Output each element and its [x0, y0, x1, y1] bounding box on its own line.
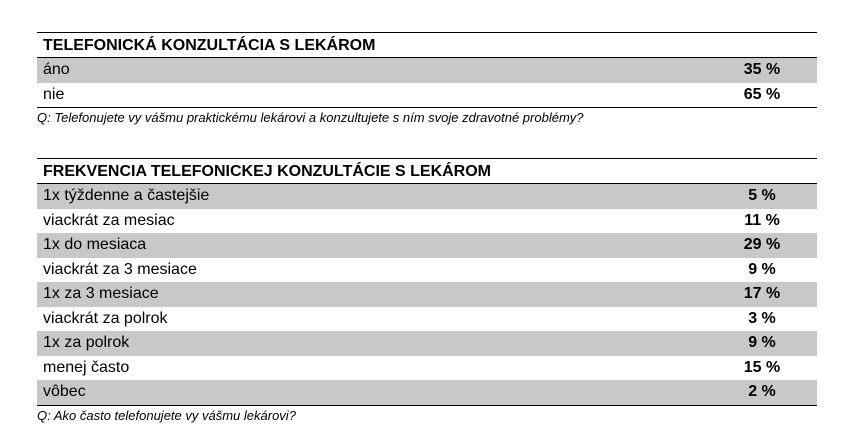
row-value: 29 % [743, 236, 781, 253]
row-label: viackrát za polrok [43, 309, 168, 327]
table-row [37, 58, 817, 83]
row-value: 35 % [743, 61, 781, 78]
table-row [37, 233, 817, 258]
frequency-question: Q: Ako často telefonujete vy vášmu lekárovi? [37, 407, 296, 423]
table-row [37, 331, 817, 356]
consultation-table [37, 32, 817, 127]
row-label: 1x týždenne a častejšie [43, 187, 210, 204]
table-row [37, 307, 817, 332]
row-value: 65 % [743, 85, 781, 103]
table-row [37, 209, 817, 234]
row-value: 9 % [748, 260, 776, 278]
consultation-question: Q: Telefonujete vy vášmu praktickému lekárovi a konzultujete s ním svoje zdravotné problémy? [37, 110, 584, 125]
consultation-table-rows [37, 58, 817, 108]
table-row [37, 258, 817, 283]
table-row [37, 356, 817, 381]
row-label: viackrát za 3 mesiace [43, 260, 197, 278]
row-value: 3 % [748, 309, 776, 327]
table-row [37, 282, 817, 307]
consultation-table-title: TELEFONICKÁ KONZULTÁCIA S LEKÁROM [37, 32, 817, 58]
row-label: nie [43, 85, 65, 103]
row-value: 2 % [748, 383, 776, 400]
row-label: 1x za 3 mesiace [43, 285, 159, 302]
table-row [37, 83, 817, 108]
row-value: 11 % [744, 211, 780, 229]
frequency-table [37, 158, 817, 425]
row-label: vôbec [43, 383, 86, 400]
row-label: viackrát za mesiac [43, 211, 175, 229]
row-label: menej často [43, 358, 130, 376]
row-value: 5 % [748, 187, 776, 204]
row-value: 15 % [743, 358, 781, 376]
row-label: 1x za polrok [43, 334, 130, 351]
row-label: áno [43, 61, 70, 78]
table-row [37, 184, 817, 209]
frequency-table-rows [37, 184, 817, 406]
row-value: 17 % [743, 285, 781, 302]
row-label: 1x do mesiaca [43, 236, 147, 253]
frequency-table-title: FREKVENCIA TELEFONICKEJ KONZULTÁCIE S LEKÁROM [37, 158, 817, 184]
table-row [37, 380, 817, 405]
row-value: 9 % [748, 334, 776, 351]
